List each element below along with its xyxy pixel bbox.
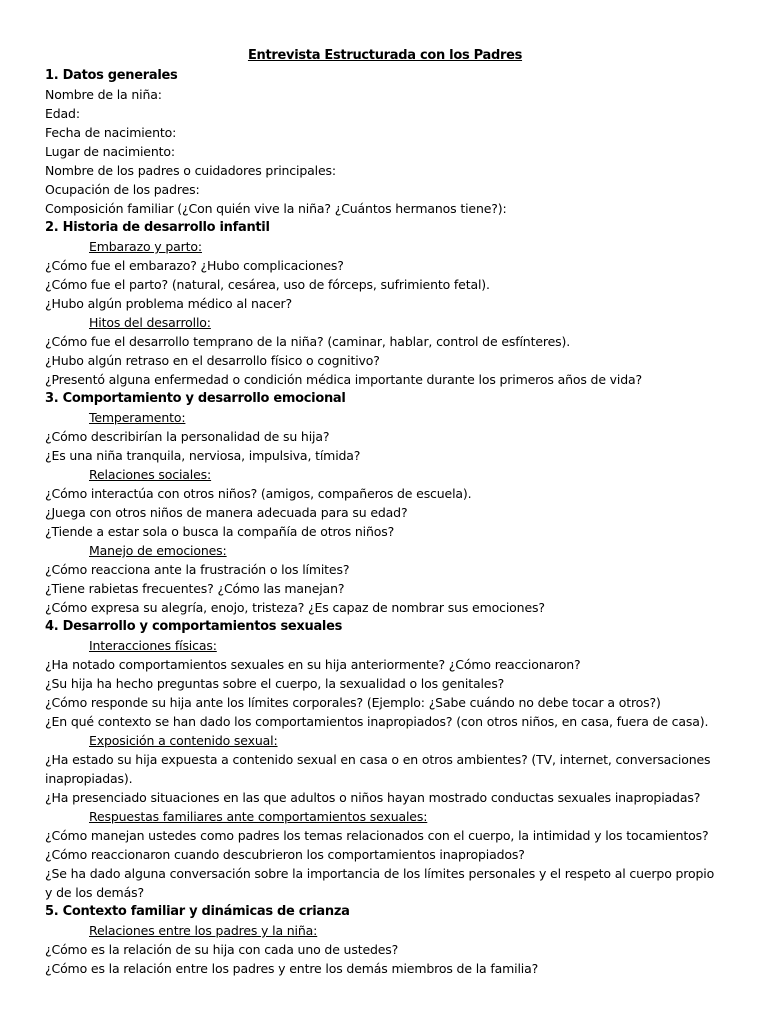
field-lugar-nacimiento: Lugar de nacimiento:: [45, 144, 175, 159]
question-line: ¿Ha estado su hija expuesta a contenido sexual en casa o en otros ambientes? (TV, internet, conversaciones inapropiadas).: [45, 752, 711, 786]
question-line: ¿Ha notado comportamientos sexuales en su hija anteriormente? ¿Cómo reaccionaron?: [45, 657, 581, 672]
question-line: ¿Cómo reacciona ante la frustración o los límites?: [45, 562, 350, 577]
section-heading-historia-desarrollo: 2. Historia de desarrollo infantil: [45, 220, 270, 235]
section-heading-comportamiento-emocional: 3. Comportamiento y desarrollo emocional: [45, 391, 346, 406]
subsection-title-respuestas-familiares: Respuestas familiares ante comportamientos sexuales:: [89, 809, 428, 824]
question-line: ¿Hubo algún problema médico al nacer?: [45, 296, 292, 311]
field-nombre-nina: Nombre de la niña:: [45, 87, 162, 102]
question-line: ¿Cómo es la relación entre los padres y entre los demás miembros de la familia?: [45, 961, 539, 976]
question-line: ¿Tiende a estar sola o busca la compañía de otros niños?: [45, 524, 395, 539]
subsection-title-interacciones-fisicas: Interacciones físicas:: [89, 638, 217, 653]
question-line: ¿Cómo expresa su alegría, enojo, tristeza? ¿Es capaz de nombrar sus emociones?: [45, 600, 545, 615]
field-fecha-nacimiento: Fecha de nacimiento:: [45, 125, 177, 140]
question-line: ¿Cómo interactúa con otros niños? (amigos, compañeros de escuela).: [45, 486, 472, 501]
document-title: Entrevista Estructurada con los Padres: [247, 48, 523, 63]
field-ocupacion-padres: Ocupación de los padres:: [45, 182, 200, 197]
subsection-title-relaciones-padres-nina: Relaciones entre los padres y la niña:: [89, 923, 318, 938]
section-heading-contexto-familiar: 5. Contexto familiar y dinámicas de crianza: [45, 904, 350, 919]
question-line: ¿Presentó alguna enfermedad o condición médica importante durante los primeros años de vida?: [45, 372, 643, 387]
subsection-title-exposicion-contenido: Exposición a contenido sexual:: [89, 733, 278, 748]
document-page: [45, 45, 725, 978]
question-line: ¿Cómo responde su hija ante los límites corporales? (Ejemplo: ¿Sabe cuándo no debe tocar a otros?): [45, 695, 661, 710]
section-heading-comportamientos-sexuales: 4. Desarrollo y comportamientos sexuales: [45, 619, 343, 634]
question-line: ¿Es una niña tranquila, nerviosa, impulsiva, tímida?: [45, 448, 361, 463]
question-line: ¿Hubo algún retraso en el desarrollo físico o cognitivo?: [45, 353, 380, 368]
field-edad: Edad:: [45, 106, 80, 121]
subsection-title-manejo-emociones: Manejo de emociones:: [89, 543, 227, 558]
question-line: ¿Tiene rabietas frecuentes? ¿Cómo las manejan?: [45, 581, 345, 596]
question-line: ¿Se ha dado alguna conversación sobre la importancia de los límites personales y el respeto al cuerpo propio y de los demás?: [45, 866, 715, 900]
question-line: ¿En qué contexto se han dado los comportamientos inapropiados? (con otros niños, en casa, fuera de casa).: [45, 714, 709, 729]
question-line: ¿Cómo describirían la personalidad de su hija?: [45, 429, 330, 444]
question-line: ¿Cómo fue el desarrollo temprano de la niña? (caminar, hablar, control de esfínteres).: [45, 334, 571, 349]
question-line: ¿Cómo es la relación de su hija con cada uno de ustedes?: [45, 942, 399, 957]
question-line: ¿Cómo manejan ustedes como padres los temas relacionados con el cuerpo, la intimidad y los tocamientos?: [45, 828, 709, 843]
question-line: ¿Cómo fue el parto? (natural, cesárea, uso de fórceps, sufrimiento fetal).: [45, 277, 490, 292]
question-line: ¿Ha presenciado situaciones en las que adultos o niños hayan mostrado conductas sexuales inapropiadas?: [45, 790, 701, 805]
question-line: ¿Juega con otros niños de manera adecuada para su edad?: [45, 505, 408, 520]
question-line: ¿Cómo fue el embarazo? ¿Hubo complicaciones?: [45, 258, 344, 273]
subsection-title-embarazo-parto: Embarazo y parto:: [89, 239, 202, 254]
field-composicion-familiar: Composición familiar (¿Con quién vive la niña? ¿Cuántos hermanos tiene?):: [45, 201, 507, 216]
question-line: ¿Cómo reaccionaron cuando descubrieron los comportamientos inapropiados?: [45, 847, 525, 862]
subsection-title-hitos-desarrollo: Hitos del desarrollo:: [89, 315, 211, 330]
field-nombre-padres: Nombre de los padres o cuidadores principales:: [45, 163, 336, 178]
section-heading-datos-generales: 1. Datos generales: [45, 68, 178, 83]
subsection-title-temperamento: Temperamento:: [89, 410, 186, 425]
question-line: ¿Su hija ha hecho preguntas sobre el cuerpo, la sexualidad o los genitales?: [45, 676, 505, 691]
subsection-title-relaciones-sociales: Relaciones sociales:: [89, 467, 212, 482]
